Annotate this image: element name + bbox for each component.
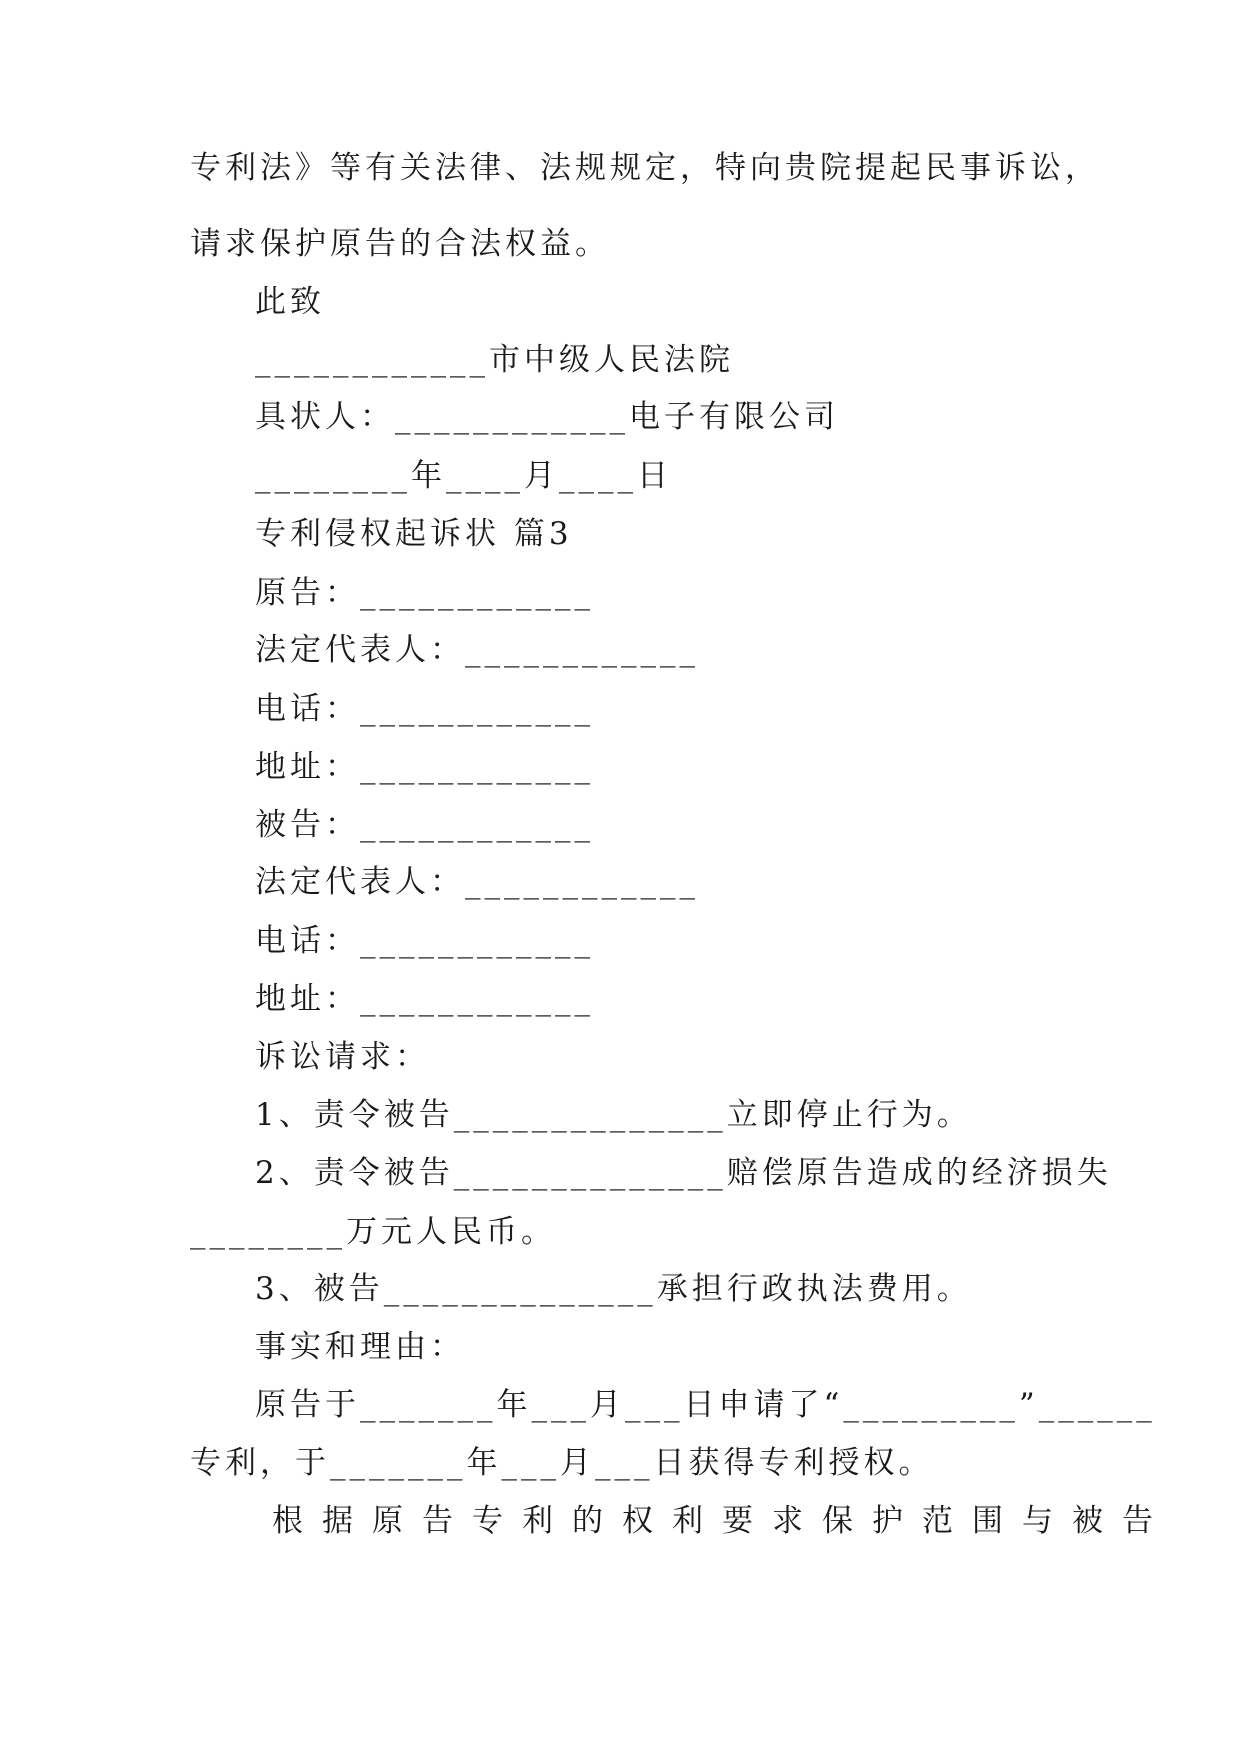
defendant-field: 被告：____________ (255, 807, 594, 843)
claims-heading: 诉讼请求： (255, 1039, 430, 1075)
plaintiff-phone-field: 电话：____________ (255, 691, 594, 727)
salutation: 此致 (255, 284, 325, 320)
claim-3: 3、被告______________承担行政执法费用。 (255, 1271, 972, 1307)
claim-2-continued: ________万元人民币。 (190, 1214, 556, 1250)
facts-line-3: 根据原告专利的权利要求保护范围与被告 (272, 1503, 1172, 1539)
court-line: ____________市中级人民法院 (255, 342, 734, 378)
facts-heading: 事实和理由： (255, 1329, 465, 1365)
plaintiff-address-field: 地址：____________ (255, 749, 594, 785)
plaintiff-signature-line: 具状人：____________电子有限公司 (255, 399, 839, 435)
claim-2: 2、责令被告______________赔偿原告造成的经济损失 (255, 1155, 1112, 1191)
text-line-2: 请求保护原告的合法权益。 (190, 226, 610, 262)
plaintiff-representative-field: 法定代表人：____________ (255, 632, 699, 668)
defendant-phone-field: 电话：____________ (255, 923, 594, 959)
facts-line-2: 专利，于_______年___月___日获得专利授权。 (190, 1445, 934, 1481)
facts-line-1: 原告于_______年___月___日申请了“_________”______ (255, 1387, 1156, 1423)
plaintiff-field: 原告：____________ (255, 575, 594, 611)
defendant-representative-field: 法定代表人：____________ (255, 864, 699, 900)
text-line-1: 专利法》等有关法律、法规规定，特向贵院提起民事诉讼， (190, 150, 1100, 186)
section-title: 专利侵权起诉状 篇3 (255, 516, 573, 552)
claim-1: 1、责令被告______________立即停止行为。 (255, 1097, 972, 1133)
date-line: ________年____月____日 (255, 458, 672, 494)
defendant-address-field: 地址：____________ (255, 981, 594, 1017)
